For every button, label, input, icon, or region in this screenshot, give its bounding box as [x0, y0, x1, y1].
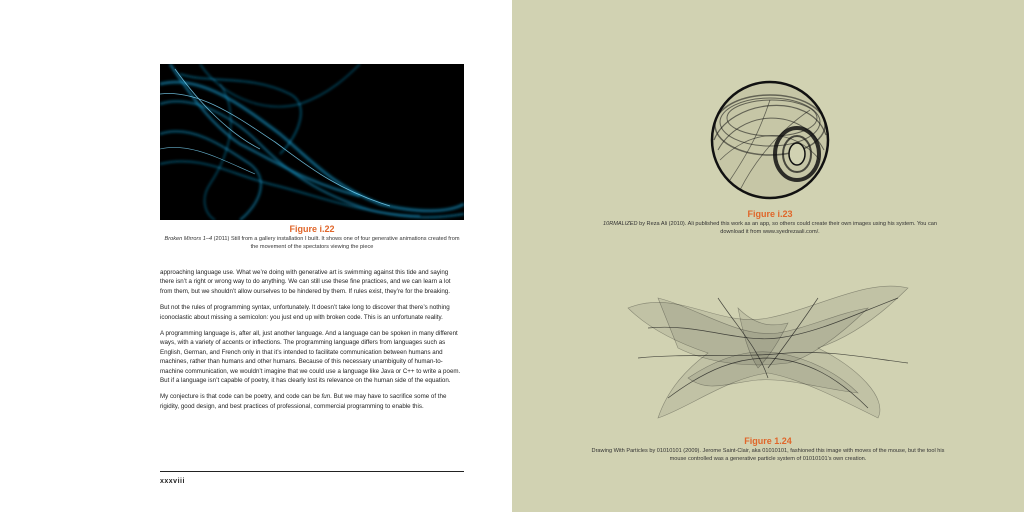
figure-i23-caption-text: by Reza Ali (2010). Ali published this work as an app, so others could create their own images using his system. You can download it from www.syedrezaali.com/.: [637, 221, 937, 235]
page-number: xxxviii: [160, 478, 185, 485]
paragraph-part: My conjecture is that code can be poetry, and code can be: [160, 393, 322, 401]
figure-124-image: [618, 268, 918, 428]
paragraph: But not the rules of programming syntax, unfortunately. It doesn’t take long to discover that there’s nothing iconoclastic about missing a semicolon: you just end up with broken code. This is an unfortunate reality.: [160, 304, 450, 321]
paragraph-italic: fun: [321, 393, 331, 401]
paragraph: approaching language use. What we’re doing with generative art is swimming against this tide and saying there isn’t a right or wrong way to do anything. We can still use these fine practices, and we can learn a lot from them, but we shouldn’t allow ourselves to be hindered by them. If rules exist, they’re for the breaking.: [160, 269, 451, 295]
figure-i23-image: [700, 80, 840, 200]
footer-rule: [160, 471, 464, 472]
figure-i22-caption-italic: Broken Mirrors 1–4: [164, 236, 213, 242]
figure-i23-caption: [600, 209, 940, 236]
paragraph: A programming language is, after all, just another language. And a language can be spoken in many different ways, with a variety of accents or inflections. The programming language differs from languages such as English, German, and French only in that it’s intended to facilitate communication between humans and machines, rather than humans and other humans. Because of this necessary unambiguity of human-to-machine communication, we wouldn’t imagine that we could use a language like Java or C++ to write a poem. But if a language isn’t capable of poetry, it has clearly lost its relevance on the human side of the equation.: [160, 330, 461, 385]
wireframe-sphere-artwork: [700, 80, 840, 200]
figure-i22-caption-text: (2011) Still from a gallery installation I built. It shows one of four generative animations created from the movement of the spectators viewing the piece: [212, 236, 460, 250]
paragraph-part: . But we may have to sacrifice some of the rigidity, good design, and best practices of professional, commercial programming to enable this.: [160, 393, 447, 410]
blue-smoke-artwork: [160, 64, 464, 220]
figure-i22-title: Figure i.22: [289, 224, 335, 234]
figure-124-caption-text: Drawing With Particles by 01010101 (2009). Jerome Saint-Clair, aka 01010101, fashioned this image with moves of the mouse, but the tool his mouse controlled was a generative particle system of 01010101’s own creation.: [591, 448, 945, 462]
body-text: [160, 268, 464, 418]
figure-i23-title: Figure i.23: [747, 209, 793, 219]
figure-i22-caption: [160, 224, 464, 251]
figure-124-title: Figure 1.24: [744, 436, 792, 446]
particle-drawing-artwork: [618, 268, 918, 428]
figure-124-caption: [586, 436, 950, 463]
paragraph-last: [160, 392, 464, 411]
figure-i23-caption-italic: 10RMALIZED: [603, 221, 638, 227]
figure-i22-image: [160, 64, 464, 220]
